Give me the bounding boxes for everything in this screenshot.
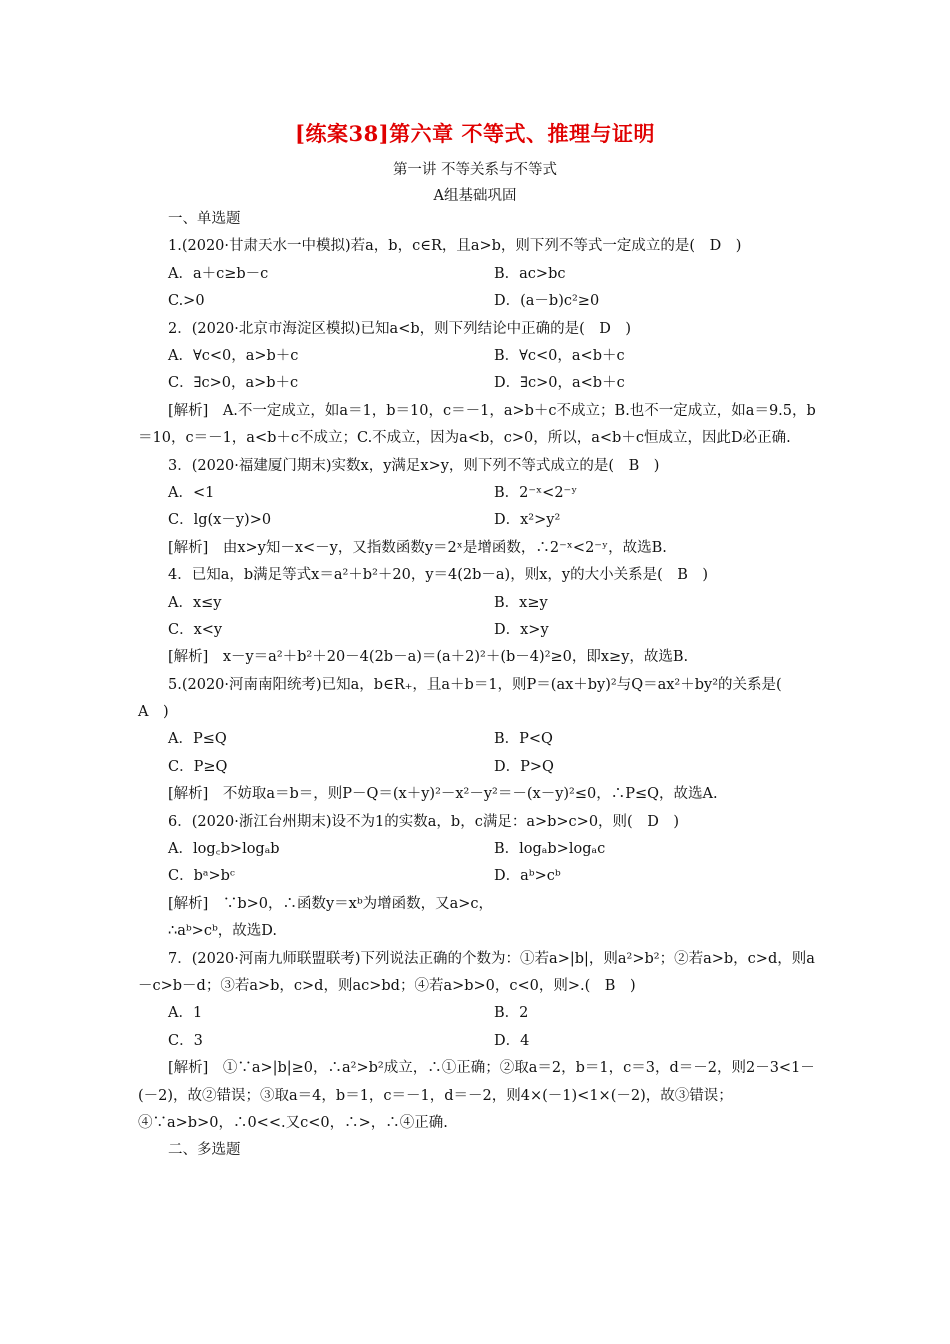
option-c: C．P≥Q	[168, 758, 228, 775]
question-4-stem: 4．已知a，b满足等式x＝a²＋b²＋20，y＝4(2b－a)，则x，y的大小关系是( B )	[168, 567, 709, 584]
question-2-stem: 2．(2020·北京市海淀区模拟)已知a<b，则下列结论中正确的是( D )	[168, 320, 632, 337]
option-a: A．<1	[168, 484, 215, 501]
option-b: B．P<Q	[494, 731, 553, 748]
option-d: D．x>y	[494, 621, 549, 638]
option-a: A．∀c<0，a>b＋c	[168, 347, 299, 364]
question-1-options-row-1	[138, 261, 818, 288]
exercise-content	[138, 206, 818, 1165]
question-7-options-row-2	[138, 1028, 818, 1055]
option-d: D．∃c>0，a<b＋c	[494, 375, 625, 392]
option-b: B．2⁻ˣ<2⁻ʸ	[494, 484, 578, 501]
question-7-analysis: [解析] ①∵a>|b|≥0，∴a²>b²成立，∴①正确；②取a＝2，b＝1，c＝3，d＝－2，则2－3<1－(－2)，故②错误；③取a＝4，b＝1，c＝－1，d＝－2，则4×(－1)<1×(－2)，故③错误；④∵a>b>0，∴0<<.又c<0，∴>，∴④正确.	[138, 1060, 815, 1132]
option-a: A．a＋c≥b－c	[168, 265, 269, 282]
option-c: C．3	[168, 1032, 203, 1049]
question-2-options-row-2	[138, 370, 818, 397]
section-heading-single: 一、单选题	[168, 211, 241, 227]
option-a: A．log꜀b>logₐb	[168, 841, 280, 858]
question-1-options-row-2	[138, 288, 818, 315]
question-6-options-row-1	[138, 836, 818, 863]
question-6-stem: 6．(2020·浙江台州期末)设不为1的实数a，b，c满足：a>b>c>0，则( D )	[168, 813, 679, 830]
option-d: D．x²>y²	[494, 512, 561, 529]
question-3-analysis: [解析] 由x>y知－x<－y，又指数函数y＝2ˣ是增函数，∴2⁻ˣ<2⁻ʸ，故选B.	[168, 539, 667, 556]
question-5-options-row-2	[138, 754, 818, 781]
option-a: A．x≤y	[168, 594, 222, 611]
option-c: C．x<y	[168, 621, 223, 638]
question-3-options-row-1	[138, 480, 818, 507]
option-b: B．ac>bc	[494, 265, 566, 282]
option-c: C．lg(x－y)>0	[168, 512, 272, 529]
option-c: C．∃c>0，a>b＋c	[168, 375, 299, 392]
question-7-options-row-1	[138, 1000, 818, 1027]
section-heading-multi: 二、多选题	[168, 1142, 241, 1159]
question-5-options-row-1	[138, 726, 818, 753]
question-4-options-row-2	[138, 617, 818, 644]
question-7-stem: 7．(2020·河南九师联盟联考)下列说法正确的个数为：①若a>|b|，则a²>b²；②若a>b，c>d，则a－c>b－d；③若a>b，c>d，则ac>bd；④若a>b>0，c<0，则>.( B )	[138, 950, 815, 995]
option-b: B．x≥y	[494, 594, 548, 611]
option-d: D．aᵇ>cᵇ	[494, 868, 561, 885]
option-a: A．1	[168, 1005, 203, 1022]
lecture-subtitle: 第一讲 不等关系与不等式	[392, 162, 558, 178]
question-4-options-row-1	[138, 590, 818, 617]
group-subtitle: A组基础巩固	[433, 188, 517, 204]
option-b: B．∀c<0，a<b＋c	[494, 347, 625, 364]
option-a: A．P≤Q	[168, 731, 227, 748]
question-5-analysis: [解析] 不妨取a＝b＝，则P－Q＝(x＋y)²－x²－y²＝－(x－y)²≤0，∴P≤Q，故选A.	[168, 786, 718, 803]
question-3-options-row-2	[138, 507, 818, 534]
question-1-stem: 1.(2020·甘肃天水一中模拟)若a，b，c∈R，且a>b，则下列不等式一定成立的是( D )	[168, 238, 742, 255]
option-d: D．(a－b)c²≥0	[494, 293, 600, 310]
option-d: D．P>Q	[494, 758, 554, 775]
question-6-options-row-2	[138, 863, 818, 890]
question-6-analysis-line-2: ∴aᵇ>cᵇ，故选D.	[168, 923, 277, 940]
question-4-analysis: [解析] x－y＝a²＋b²＋20－4(2b－a)＝(a＋2)²＋(b－4)²≥0，即x≥y，故选B.	[168, 649, 689, 666]
option-c: C.>0	[168, 293, 205, 310]
option-d: D．4	[494, 1032, 530, 1049]
question-6-analysis-line-1: [解析] ∵b>0，∴函数y＝xᵇ为增函数，又a>c，	[168, 895, 494, 912]
page-title: [练案38]第六章 不等式、推理与证明	[295, 121, 655, 146]
question-3-stem: 3．(2020·福建厦门期末)实数x，y满足x>y，则下列不等式成立的是( B )	[168, 457, 660, 474]
question-5-stem: 5.(2020·河南南阳统考)已知a，b∈R₊，且a＋b＝1，则P＝(ax＋by)²与Q＝ax²＋by²的关系是( A )	[138, 676, 797, 721]
question-2-options-row-1	[138, 343, 818, 370]
question-2-analysis: [解析] A.不一定成立，如a＝1，b＝10，c＝－1，a>b＋c不成立；B.也不一定成立，如a＝9.5，b＝10，c＝－1，a<b＋c不成立；C.不成立，因为a<b，c>0，所以，a<b＋c恒成立，因此D必正确.	[138, 402, 816, 447]
option-c: C．bᵃ>bᶜ	[168, 868, 235, 885]
option-b: B．logₐb>logₐc	[494, 841, 606, 858]
option-b: B．2	[494, 1005, 529, 1022]
